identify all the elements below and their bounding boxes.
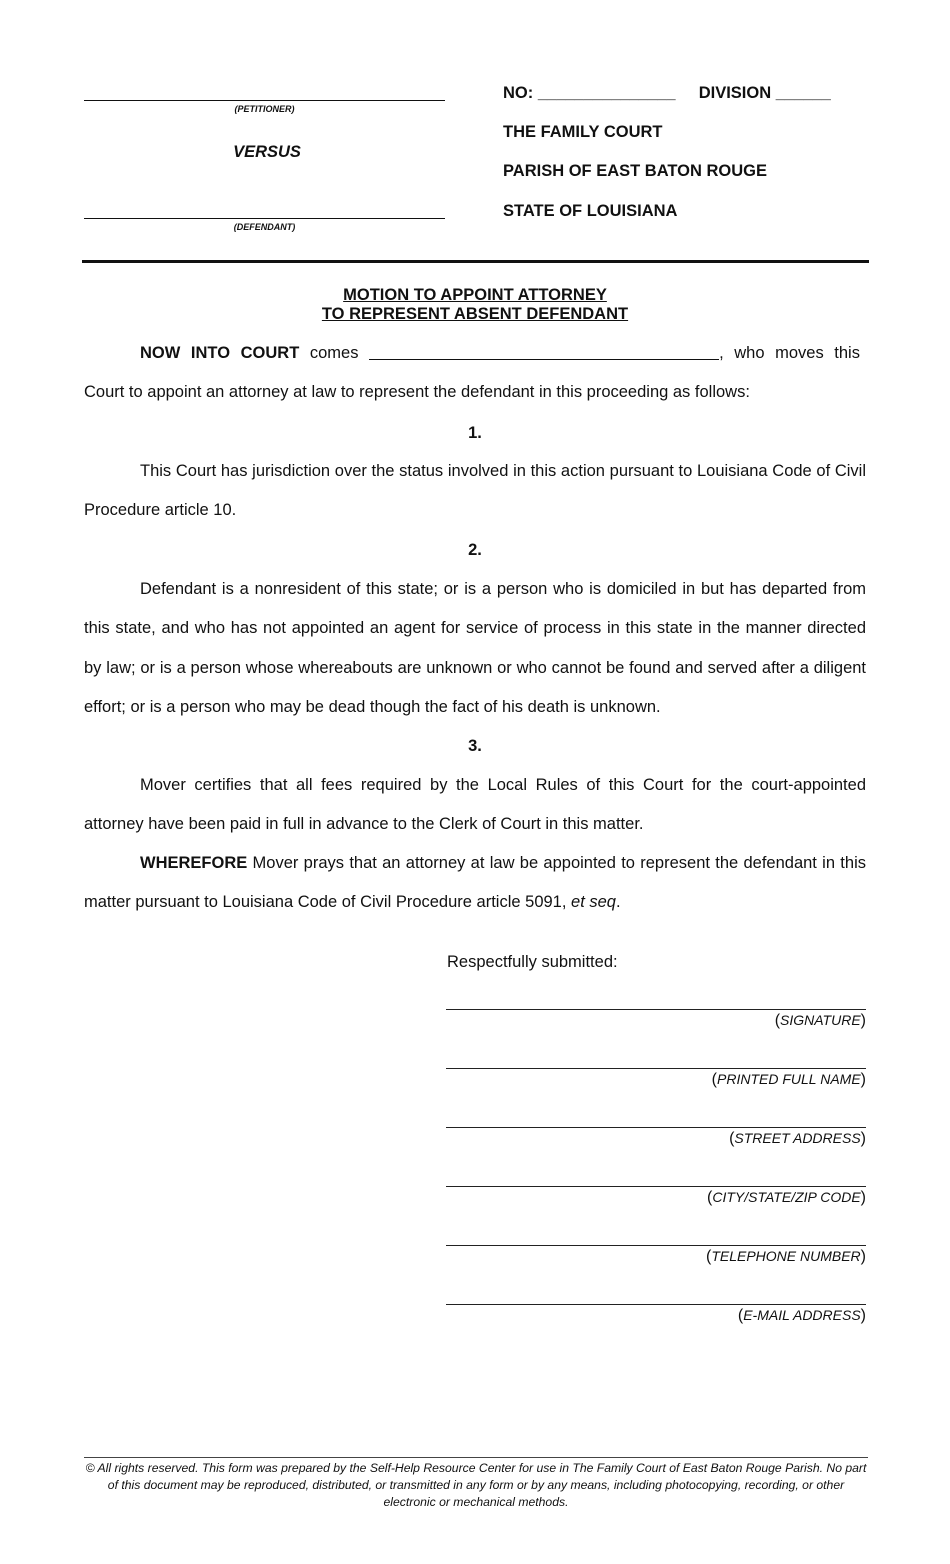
mover-name-blank[interactable] xyxy=(369,343,719,360)
street-address-field-text: STREET ADDRESS xyxy=(734,1130,861,1146)
telephone-line[interactable] xyxy=(446,1245,866,1246)
motion-title-line2: TO REPRESENT ABSENT DEFENDANT xyxy=(321,305,629,323)
case-number-row xyxy=(503,84,831,103)
intro-after-blank: , who moves this xyxy=(719,344,860,362)
division-blank[interactable]: ______ xyxy=(775,84,831,102)
parish-name: PARISH OF EAST BATON ROUGE xyxy=(503,162,768,180)
section-number: 3. xyxy=(468,737,482,755)
petitioner-label: PETITIONER xyxy=(237,104,292,114)
telephone-field-text: TELEPHONE NUMBER xyxy=(711,1248,861,1264)
intro-lead: NOW INTO COURT xyxy=(140,344,300,362)
printed-name-field-text: PRINTED FULL NAME xyxy=(717,1071,861,1087)
email-label: (E-MAIL ADDRESS) xyxy=(737,1307,866,1324)
defendant-caption: (DEFENDANT) xyxy=(233,222,296,232)
intro-rest: Court to appoint an attorney at law to represent the defendant in this proceeding as follows: xyxy=(84,383,750,402)
signature-line[interactable] xyxy=(446,1009,866,1010)
defendant-label: DEFENDANT xyxy=(236,222,293,232)
respectfully-submitted: Respectfully submitted: xyxy=(447,953,618,971)
motion-title-line1: MOTION TO APPOINT ATTORNEY xyxy=(343,286,607,304)
copyright-footer: © All rights reserved. This form was prepared by the Self-Help Resource Center for use in The Family Court of East Baton Rouge Parish. No part of this document may be reproduced, distributed, or transmitted in any form or by any means, including photocopying, recording, or other electronic or mechanical methods. xyxy=(84,1457,868,1511)
signature-field-text: SIGNATURE xyxy=(780,1012,861,1028)
wherefore-text: Mover prays that an attorney at law be appointed to represent the defendant in this matter pursuant to Louisiana Code of Civil Procedure article 5091, xyxy=(84,854,866,912)
printed-name-line[interactable] xyxy=(446,1068,866,1069)
section-paragraph xyxy=(84,452,866,531)
printed-name-label: (PRINTED FULL NAME) xyxy=(711,1071,866,1088)
no-blank[interactable]: _______________ xyxy=(537,84,676,102)
signature-label: (SIGNATURE) xyxy=(774,1012,866,1029)
versus-label: VERSUS xyxy=(233,143,301,161)
wherefore-italic: et seq xyxy=(571,893,616,912)
section-text: This Court has jurisdiction over the status involved in this action pursuant to Louisiana Code of Civil Procedure article 10. xyxy=(84,462,866,520)
city-state-zip-field-text: CITY/STATE/ZIP CODE xyxy=(712,1189,861,1205)
section-text: Mover certifies that all fees required by the Local Rules of this Court for the court-appointed attorney have been paid in full in advance to the Clerk of Court in this matter. xyxy=(84,776,866,834)
header-divider xyxy=(82,260,869,263)
section-text: Defendant is a nonresident of this state; or is a person who is domiciled in but has departed from this state, and who has not appointed an agent for service of process in this state in the manner directed by law; or is a person whose whereabouts are unknown or who cannot be found and served after a diligent effort; or is a person who may be dead though the fact of his death is unknown. xyxy=(84,580,866,716)
email-field-text: E-MAIL ADDRESS xyxy=(743,1307,861,1323)
state-name: STATE OF LOUISIANA xyxy=(503,202,678,220)
city-state-zip-line[interactable] xyxy=(446,1186,866,1187)
section-paragraph xyxy=(84,766,866,845)
no-label: NO: xyxy=(503,84,534,102)
telephone-label: (TELEPHONE NUMBER) xyxy=(705,1248,866,1265)
section-paragraph xyxy=(84,570,866,727)
street-address-label: (STREET ADDRESS) xyxy=(729,1130,866,1147)
petitioner-caption: (PETITIONER) xyxy=(234,104,295,114)
city-state-zip-label: (CITY/STATE/ZIP CODE) xyxy=(707,1189,866,1206)
wherefore-lead: WHEREFORE xyxy=(140,854,248,872)
intro-paragraph xyxy=(84,334,866,413)
section-number: 1. xyxy=(468,424,482,442)
wherefore-paragraph xyxy=(84,844,866,923)
court-name: THE FAMILY COURT xyxy=(503,123,663,141)
division-label: DIVISION xyxy=(698,84,772,102)
wherefore-end: . xyxy=(615,893,621,912)
defendant-line[interactable] xyxy=(84,202,445,219)
petitioner-line[interactable] xyxy=(84,84,445,101)
street-address-line[interactable] xyxy=(446,1127,866,1128)
intro-comes: comes xyxy=(309,344,359,362)
email-line[interactable] xyxy=(446,1304,866,1305)
section-number: 2. xyxy=(468,541,482,559)
